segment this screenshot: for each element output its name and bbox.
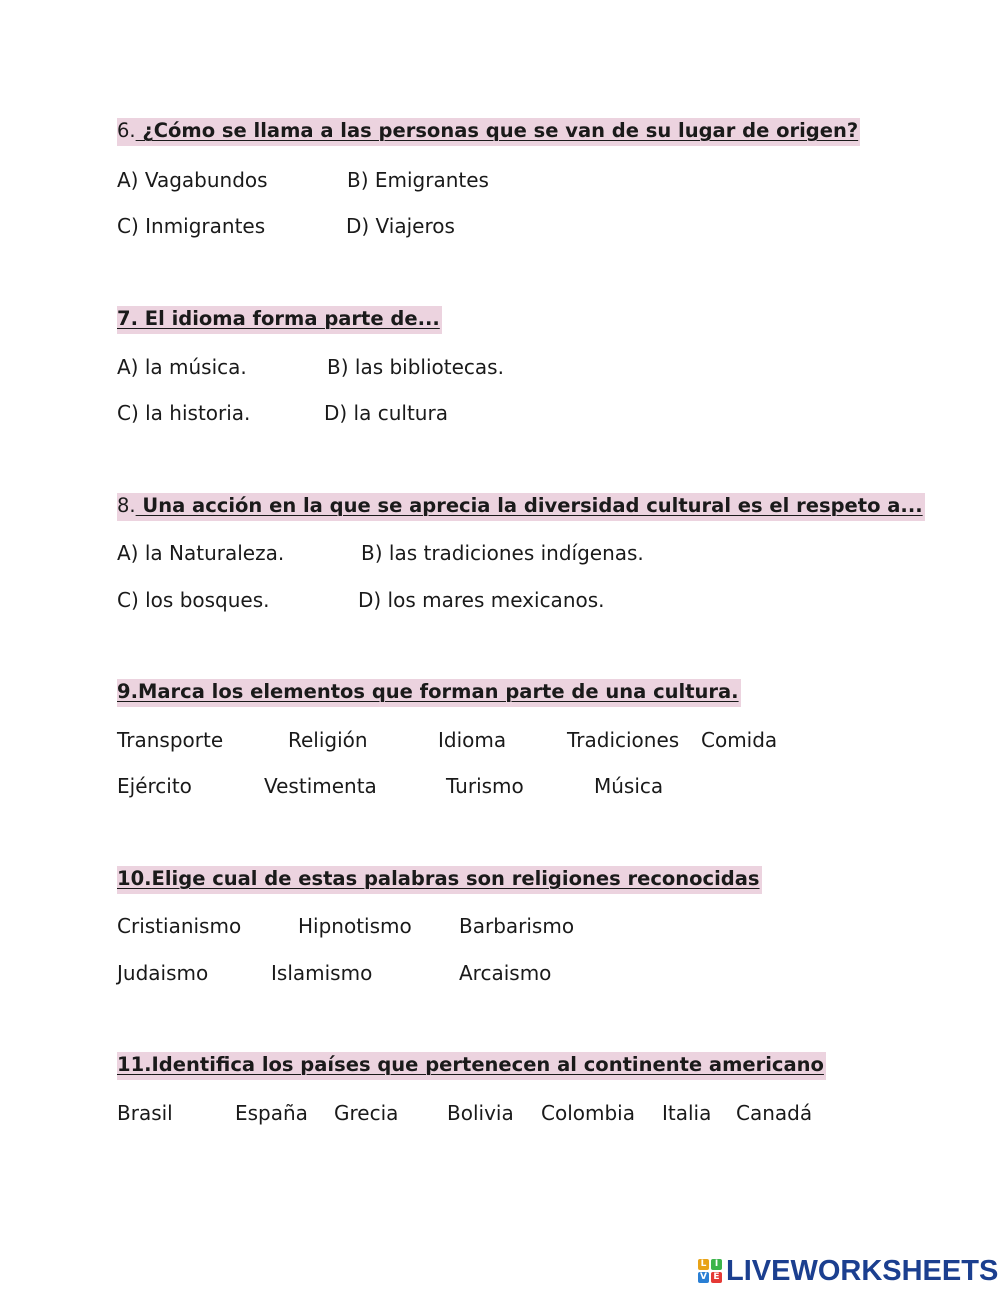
question-8-option-b[interactable]: B) las tradiciones indígenas.	[361, 541, 644, 565]
question-8-number: 8.	[117, 494, 136, 517]
question-10-choice-cristianismo[interactable]: Cristianismo	[117, 914, 242, 938]
question-8-option-a[interactable]: A) la Naturaleza.	[117, 541, 285, 565]
question-11-choice-colombia[interactable]: Colombia	[541, 1101, 635, 1125]
liveworksheets-mark-icon	[698, 1257, 724, 1285]
question-6-option-b[interactable]: B) Emigrantes	[347, 168, 489, 192]
question-9-text: Marca los elementos que forman parte de una cultura.	[137, 680, 739, 703]
question-7-option-d[interactable]: D) la cultura	[324, 401, 448, 425]
liveworksheets-logo	[698, 1255, 998, 1287]
question-11-choice-bolivia[interactable]: Bolivia	[447, 1101, 514, 1125]
question-9-choice-transporte[interactable]: Transporte	[117, 728, 224, 752]
question-10-choice-arcaismo[interactable]: Arcaismo	[459, 961, 552, 985]
question-8-title	[117, 493, 925, 521]
question-6-text: ¿Cómo se llama a las personas que se van de su lugar de origen?	[135, 119, 859, 142]
question-9-title	[117, 679, 741, 707]
question-10-title	[117, 866, 762, 894]
question-6-title	[117, 118, 860, 146]
question-8-text: Una acción en la que se aprecia la diversidad cultural es el respeto a...	[135, 494, 923, 517]
question-7-title	[117, 306, 442, 334]
question-11-number: 11.	[117, 1053, 152, 1076]
question-11-choice-italia[interactable]: Italia	[662, 1101, 712, 1125]
logo-mark-v: V	[698, 1272, 709, 1283]
question-10-choice-barbarismo[interactable]: Barbarismo	[459, 914, 575, 938]
question-9-number: 9.	[117, 680, 138, 703]
question-9-choice-comida[interactable]: Comida	[701, 728, 778, 752]
question-8-option-d[interactable]: D) los mares mexicanos.	[358, 588, 605, 612]
question-10-choice-judaismo[interactable]: Judaismo	[117, 961, 209, 985]
question-7-text: El idioma forma parte de...	[137, 307, 440, 330]
question-10-number: 10.	[117, 867, 152, 890]
question-9-choice-religion[interactable]: Religión	[288, 728, 368, 752]
question-7-number: 7.	[117, 307, 138, 330]
question-6-option-a[interactable]: A) Vagabundos	[117, 168, 268, 192]
question-7-option-c[interactable]: C) la historia.	[117, 401, 251, 425]
question-11-choice-brasil[interactable]: Brasil	[117, 1101, 173, 1125]
question-9-choice-turismo[interactable]: Turismo	[446, 774, 524, 798]
question-9-choice-idioma[interactable]: Idioma	[438, 728, 507, 752]
question-6-number: 6.	[117, 119, 136, 142]
question-7-option-a[interactable]: A) la música.	[117, 355, 247, 379]
logo-mark-i: I	[711, 1259, 722, 1270]
question-10-choice-islamismo[interactable]: Islamismo	[271, 961, 373, 985]
question-6-option-d[interactable]: D) Viajeros	[346, 214, 455, 238]
question-6-option-c[interactable]: C) Inmigrantes	[117, 214, 266, 238]
question-10-choice-hipnotismo[interactable]: Hipnotismo	[298, 914, 412, 938]
liveworksheets-logo-text: LIVEWORKSHEETS	[726, 1254, 999, 1287]
question-11-text: Identifica los países que pertenecen al continente americano	[151, 1053, 824, 1076]
question-10-text: Elige cual de estas palabras son religiones reconocidas	[151, 867, 760, 890]
question-9-choice-musica[interactable]: Música	[594, 774, 664, 798]
logo-mark-e: E	[711, 1272, 722, 1283]
question-11-choice-espana[interactable]: España	[235, 1101, 308, 1125]
question-9-choice-vestimenta[interactable]: Vestimenta	[264, 774, 377, 798]
question-11-title	[117, 1052, 826, 1080]
logo-mark-l: L	[698, 1259, 709, 1270]
question-7-option-b[interactable]: B) las bibliotecas.	[327, 355, 504, 379]
question-11-choice-grecia[interactable]: Grecia	[334, 1101, 399, 1125]
question-11-choice-canada[interactable]: Canadá	[736, 1101, 813, 1125]
question-9-choice-tradiciones[interactable]: Tradiciones	[567, 728, 680, 752]
question-9-choice-ejercito[interactable]: Ejército	[117, 774, 192, 798]
question-8-option-c[interactable]: C) los bosques.	[117, 588, 270, 612]
